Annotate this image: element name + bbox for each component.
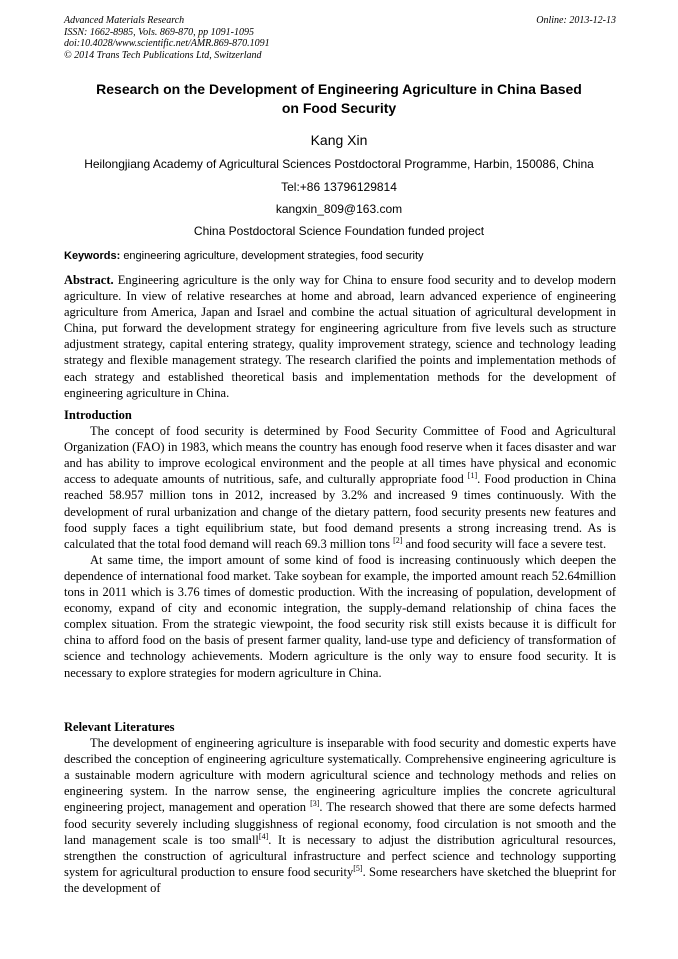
telephone: Tel:+86 13796129814 — [281, 180, 397, 194]
keywords-label: Keywords: — [64, 250, 121, 262]
literatures-section — [64, 719, 616, 896]
affiliation: Heilongjiang Academy of Agricultural Sciences Postdoctoral Programme, Harbin, 150086, China — [84, 157, 594, 171]
literatures-paragraph-1 — [64, 735, 616, 896]
title-line-1: Research on the Development of Engineering Agriculture in China Based — [96, 81, 582, 97]
journal-name: Advanced Materials Research — [64, 15, 185, 26]
online-date: Online: 2013-12-13 — [536, 15, 616, 26]
abstract — [64, 272, 616, 401]
citation-1: [1] — [467, 471, 478, 481]
email: kangxin_809@163.com — [275, 202, 403, 216]
introduction-heading: Introduction — [64, 408, 132, 422]
lit-p1-text-a: The development of engineering agriculture is inseparable with food security and domestic experts have described the conception of engineering agriculture systematically. Comprehensive engineering agriculture is a sustainable modern agriculture with modern agricultural science and technology methods and relies on engineering system. In the narrow sense, the engineering agriculture implies the concrete agricultural engineering project, management and operation — [64, 736, 616, 815]
abstract-text: Engineering agriculture is the only way for China to ensure food security and to develop modern agriculture. In view of relative researches at home and abroad, learn advanced experience of engineering agriculture from America, Japan and Israel and combine the actual situation of agricultural development in China, put forward the development strategy for engineering agriculture from five levels such as structure adjustment strategy, capital entering strategy, quality improvement strategy, science and technology leading strategy and flexible management strategy. The research clarified the points and implementation methods of each strategy and established theoretical basis and implementation methods for the development of engineering agriculture in China. — [64, 273, 617, 400]
lit-p1-text-c: . It is necessary to adjust the distribution agricultural resources, strengthen the construction of agricultural infrastructure and perfect science and technology supporting system for agricultural production to ensure food security — [64, 832, 616, 879]
introduction-paragraph-1 — [64, 423, 616, 552]
journal-header — [64, 15, 616, 61]
keywords — [64, 249, 616, 263]
literatures-heading: Relevant Literatures — [64, 720, 175, 734]
lit-p1-text-b: . The research showed that there are some defects harmed food security severely including sluggishness of regional economy, food circulation is not smooth and the land management scale is too small — [64, 800, 617, 847]
citation-4: [4] — [258, 831, 269, 841]
introduction-paragraph-2: At same time, the import amount of some kind of food is increasing continuously which deepen the dependence of international food market. Take soybean for example, the imported amount reach 52.64million tons in 2011 which is 3.76 times of domestic production. With the increasing of population, development of economy, expand of city and economic integration, the supply-demand relationship of china faces the complex situation. From the strategic viewpoint, the food security risk still exists because it is difficult for china to afford food on the basis of present farmer quality, land-use type and deficiency of transformation of science and technology achievements. Modern agriculture is the only way to ensure food security. It is necessary to explore strategies for modern agriculture in China. — [64, 552, 616, 680]
citation-2: [2] — [393, 535, 403, 545]
doi-line: doi:10.4028/www.scientific.net/AMR.869-870.1091 — [64, 38, 270, 50]
keywords-text: engineering agriculture, development strategies, food security — [123, 250, 424, 262]
paper-title — [40, 80, 638, 118]
funding-note: China Postdoctoral Science Foundation funded project — [193, 224, 485, 238]
lit-p1-text-d: . Some researchers have sketched the blueprint for the development of — [64, 864, 616, 895]
abstract-label: Abstract. — [64, 273, 114, 287]
issn-line: ISSN: 1662-8985, Vols. 869-870, pp 1091-1095 — [64, 26, 254, 38]
intro-p1-text-a: The concept of food security is determined by Food Security Committee of Food and Agricultural Organization (FAO) in 1983, which means the country has enough food reserve when it faces disaster and war and has ability to improve ecological environment and the people at all times have physical and economic access to adequate amounts of nutritious, safe, and culturally appropriate food — [64, 424, 616, 487]
intro-p1-text-c: and food security will face a severe test. — [402, 536, 607, 551]
intro-p1-text-b: . Food production in China reached 58.957 million tons in 2012, increased by 3.2% and increased 9 times continuously. With the development of rural urbanization and change of the dietary pattern, food security presents new features and food supply faces a tight equilibrium state, but food demand presents a strong increasing trend. As is calculated that the total food demand will reach 69.3 million tons — [64, 472, 617, 551]
copyright-line: © 2014 Trans Tech Publications Ltd, Switzerland — [64, 49, 262, 61]
introduction-section — [64, 407, 616, 681]
citation-5: [5] — [353, 863, 363, 873]
author-name: Kang Xin — [310, 132, 368, 148]
title-line-2: on Food Security — [281, 100, 397, 116]
citation-3: [3] — [310, 799, 320, 809]
